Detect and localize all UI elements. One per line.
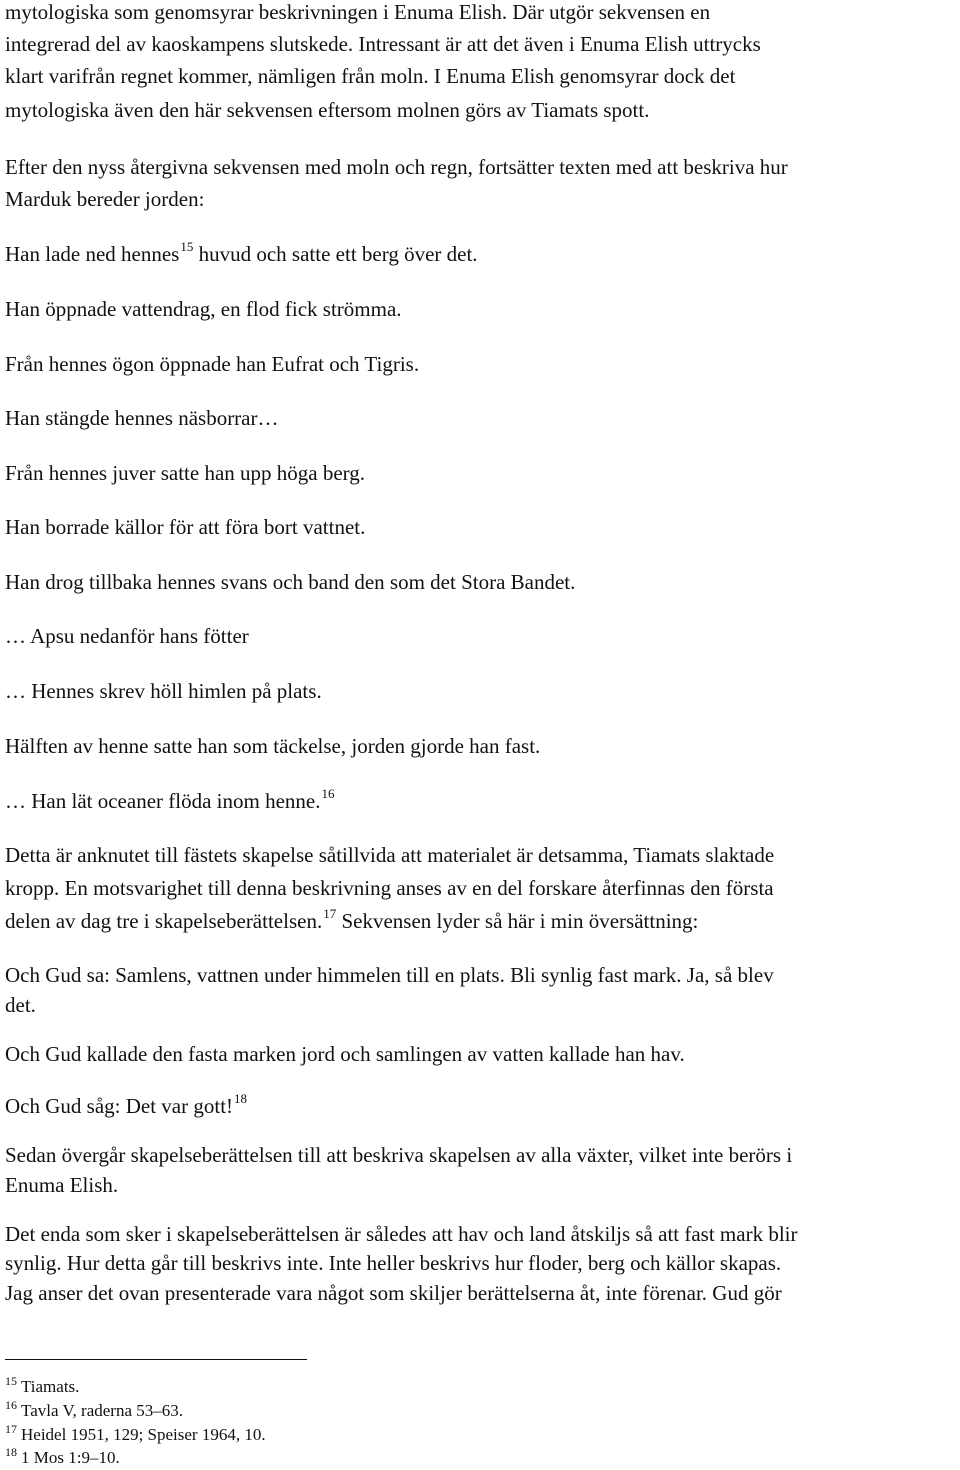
paragraph-1-line-3: klart varifrån regnet kommer, nämligen från moln. I Enuma Elish genomsyrar dock det [5,64,736,88]
paragraph-3-line-3 [5,906,699,933]
quote-line-7: Han drog tillbaka hennes svans och band den som det Stora Bandet. [5,570,576,594]
paragraph-6-text: Och Gud såg: Det var gott! [5,1094,234,1118]
footnote-16 [5,1398,183,1421]
paragraph-8-line-3: Jag anser det ovan presenterade vara något som skiljer berättelserna åt, inte förenar. Gud gör [5,1281,782,1305]
footnote-ref-18[interactable]: 18 [234,1091,248,1106]
paragraph-4-line-2: det. [5,993,36,1017]
paragraph-7-line-1: Sedan övergår skapelseberättelsen till att beskriva skapelsen av alla växter, vilket inte berörs i [5,1143,793,1167]
footnote-18-text: 1 Mos 1:9–10. [21,1448,120,1467]
footnote-18-number: 18 [5,1445,17,1459]
quote-line-1-end: huvud och satte ett berg över det. [193,242,478,266]
footnote-18 [5,1445,120,1468]
paragraph-8-line-2: synlig. Hur detta går till beskrivs inte. Inte heller beskrivs hur floder, berg och källor skapas. [5,1251,782,1275]
quote-line-3: Från hennes ögon öppnade han Eufrat och Tigris. [5,352,420,376]
footnote-15 [5,1374,80,1397]
paragraph-1-line-2: integrerad del av kaoskampens slutskede. Intressant är att det även i Enuma Elish uttrycks [5,32,761,56]
quote-line-10: Hälften av henne satte han som täckelse, jorden gjorde han fast. [5,734,541,758]
paragraph-3-line-3-start: delen av dag tre i skapelseberättelsen. [5,909,323,933]
footnote-15-number: 15 [5,1374,17,1388]
footnote-16-number: 16 [5,1398,17,1412]
quote-line-1-start: Han lade ned hennes [5,242,180,266]
paragraph-5: Och Gud kallade den fasta marken jord och samlingen av vatten kallade han hav. [5,1042,685,1066]
paragraph-3-line-3-end: Sekvensen lyder så här i min översättning: [336,909,699,933]
footnote-ref-16[interactable]: 16 [321,786,335,801]
paragraph-8-line-1: Det enda som sker i skapelseberättelsen är således att hav och land åtskiljs så att fast mark blir [5,1222,798,1246]
footnote-separator [5,1359,307,1360]
footnote-15-text: Tiamats. [21,1377,80,1396]
footnote-17 [5,1422,266,1445]
footnote-17-number: 17 [5,1422,17,1436]
paragraph-3-line-2: kropp. En motsvarighet till denna beskrivning anses av en del forskare återfinnas den första [5,876,774,900]
paragraph-2-line-1: Efter den nyss återgivna sekvensen med moln och regn, fortsätter texten med att beskriva hur [5,155,788,179]
quote-line-4: Han stängde hennes näsborrar… [5,406,279,430]
quote-line-6: Han borrade källor för att föra bort vattnet. [5,515,366,539]
footnote-ref-17[interactable]: 17 [323,906,337,921]
paragraph-1-line-1: mytologiska som genomsyrar beskrivningen i Enuma Elish. Där utgör sekvensen en [5,0,711,24]
quote-line-11 [5,786,335,813]
quote-line-8: … Apsu nedanför hans fötter [5,624,249,648]
quote-line-1 [5,239,478,266]
paragraph-1-line-4: mytologiska även den här sekvensen eftersom molnen görs av Tiamats spott. [5,98,650,122]
quote-line-11-text: … Han lät oceaner flöda inom henne. [5,789,321,813]
footnote-17-text: Heidel 1951, 129; Speiser 1964, 10. [21,1425,266,1444]
paragraph-6 [5,1091,248,1118]
quote-line-2: Han öppnade vattendrag, en flod fick strömma. [5,297,402,321]
footnote-16-text: Tavla V, raderna 53–63. [21,1401,183,1420]
quote-line-9: … Hennes skrev höll himlen på plats. [5,679,322,703]
footnote-ref-15[interactable]: 15 [180,239,194,254]
paragraph-3-line-1: Detta är anknutet till fästets skapelse såtillvida att materialet är detsamma, Tiamats slaktade [5,843,775,867]
paragraph-4-line-1: Och Gud sa: Samlens, vattnen under himmelen till en plats. Bli synlig fast mark. Ja, så blev [5,963,774,987]
quote-line-5: Från hennes juver satte han upp höga berg. [5,461,366,485]
paragraph-7-line-2: Enuma Elish. [5,1173,119,1197]
paragraph-2-line-2: Marduk bereder jorden: [5,187,205,211]
